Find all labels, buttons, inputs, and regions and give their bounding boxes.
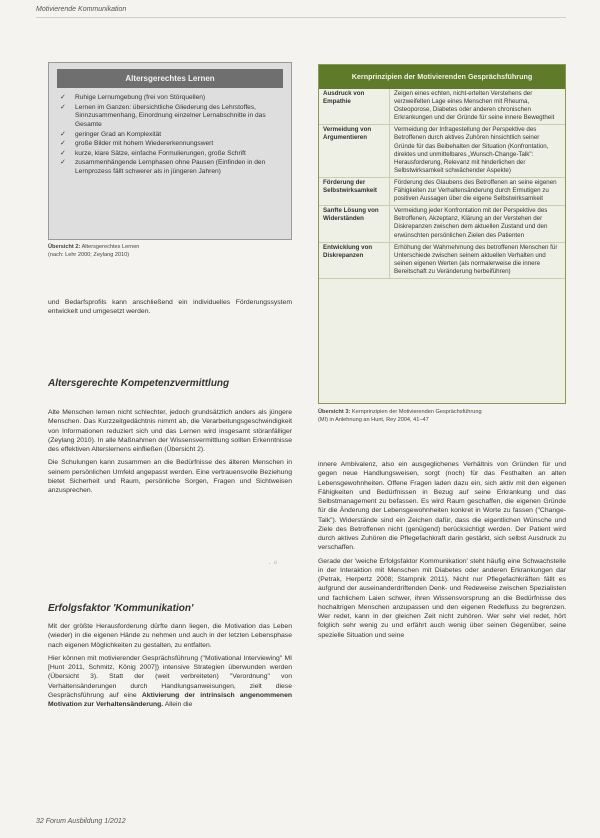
checkmark-icon: ✓ — [60, 140, 66, 148]
table-row — [319, 177, 565, 205]
principle-name: Entwicklung von Diskrepanzen — [319, 242, 390, 278]
table-row — [319, 242, 565, 278]
list-item: ✓ geringer Grad an Komplexität — [60, 130, 162, 138]
overview-box-2-title: Altersgerechtes Lernen — [57, 69, 283, 88]
checkmark-icon: ✓ — [60, 103, 66, 111]
checkmark-icon: ✓ — [60, 94, 66, 101]
principle-name: Ausdruck von Empathie — [319, 89, 390, 125]
principle-name: Förderung der Selbstwirksamkeit — [319, 177, 390, 205]
caption-text: Kernprinzipien der Motivierenden Gesprächsführung — [351, 409, 482, 415]
checkmark-icon: ✓ — [60, 149, 66, 157]
paragraph: und Bedarfsprofils kann anschließend ein individuelles Förderungssystem entwickelt und umgesetzt werden. — [48, 299, 292, 316]
paragraph: Die Schulungen kann zusammen an die Bedürfnisse des älteren Menschen in seinem persönlichen Umfeld angepasst werden. Eine vertrauensvolle Beziehung bietet Sicherheit und Raum, persönliche Sorgen, Fragen und Sichtweisen anzusprechen. — [48, 459, 292, 494]
section-heading: Altersgerechte Kompetenzvermittlung — [48, 378, 230, 389]
overview-box-3 — [318, 64, 566, 404]
emphasis: Aktivierung der intrinsisch angenommenen Motivation zur Verhaltensänderung. — [48, 691, 293, 708]
decorative-mark: · ⁸ — [268, 558, 278, 568]
principle-description: Förderung des Glaubens des Betroffenen an seine eigenen Fähigkeiten zur Verhaltensänderung durch Ermutigen zu positiven Aussagen über die eigene Selbstwirksamkeit — [390, 177, 566, 205]
list-item: ✓ Lernen im Ganzen: übersichtliche Gliederung des Lehrstoffes, Sinnzusammenhang, Einordnung einzelner Lernabschnitte in das Gesamte — [60, 103, 266, 129]
principle-description: Vermeidung der Infragestellung der Perspektive des Betroffenen durch aktives Zuhören hinsichtlich seiner Gründe für das Beibehalten der Situation (Konfrontation, direktes und unmittelbares „Wunsch-Change-Talk": Herausforderung, Relevanz mit hinderlichen der Selbstwirksamkeit schwächender Aspekte) — [390, 125, 566, 178]
running-head: Motivierende Kommunikation — [36, 6, 127, 13]
table-row — [319, 125, 565, 178]
overview-box-3-title: Kernprinzipien der Motivierenden Gesprächsführung — [319, 65, 565, 89]
section-heading: Erfolgsfaktor 'Kommunikation' — [48, 603, 194, 614]
caption-source: (nach: Lehr 2000; Zeylang 2010) — [48, 251, 130, 258]
table-row — [319, 89, 565, 125]
principle-description: Vermeidung jeder Konfrontation mit der Perspektive des Betroffenen, Akzeptanz, Klärung an der Verstehen der Diskrepanzen zwischen dem aktuellen Zustand und den erwünschten persönlichen Zielen des Patienten — [390, 206, 566, 242]
list-item: ✓ Ruhige Lernumgebung (frei von Störquellen) — [60, 94, 206, 101]
paragraph: innere Ambivalenz, also ein ausgeglichenes Verhältnis von Gründen für und gegen neue Handlungsweisen, sorgt (noch) für das Festhalten an alten Lebensgewohnheiten. Offene Fragen laden dazu ein, sich aktiv mit den eigenen Fähigkeiten und Bedürfnissen in Bezug auf seine Erkrankung und das Selbstmanagement zu befassen. Es wird Raum geschaffen, die eigenen Gründe für die Änderung der Lebensgewohnheiten konkret in Worte zu fassen ("Change-Talk"). Widerstände sind ein Zeichen dafür, dass die eigentlichen Wünsche und Ziele des Betroffenen nicht (genügend) berücksichtigt werden. Der Patient wird durch aktives Zuhören die Pflegefachkraft darin gestärkt, sich selbst Ausdruck zu verschaffen. — [318, 461, 566, 552]
page-footer: 32 Forum Ausbildung 1/2012 — [36, 818, 126, 825]
principle-name: Vermeidung von Argumentieren — [319, 125, 390, 178]
right-column-body — [318, 460, 566, 644]
checkmark-icon: ✓ — [60, 130, 66, 138]
overview-box-2-caption — [48, 244, 298, 259]
paragraph: Alte Menschen lernen nicht schlechter, jedoch grundsätzlich anders als jüngere Menschen. Das Kurzzeitgedächtnis nimmt ab, die Verarbeitungsgeschwindigkeit von Informationen reduziert sich und das Lernen wird insgesamt störanfälliger (Zeylang 2010). In alle Maßnahmen der Wissensvermittlung sollten Erkenntnisse des effektiven Alterslernens einfließen (Übersicht 2). — [48, 409, 292, 453]
caption-text: Altersgerechtes Lernen — [81, 244, 140, 250]
caption-source: (MI) in Anlehnung an Hunt, Rey 2004, 41–47 — [318, 416, 429, 423]
paragraph: Gerade der 'weiche Erfolgsfaktor Kommunikation' steht häufig eine Schwachstelle in der Interaktion mit Menschen mit Diabetes oder anderen Erkrankungen dar (Petrak, Herpertz 2008; Stampnik 2011). Nicht nur Pflegefachkräften fällt es aufgrund der auseinanderdriftenden Denk- und Redeweise zwischen Spezialisten und fachlichem Laien schwer, ihren Wissensvorsprung an die Bedürfnisse des hochaltrigen Menschen anzupassen und den eigenen Redefluss zu begrenzen. Wer redet, kann in der gleichen Zeit nicht zuhören. Wer sehr viel redet, hört folglich sehr wenig zu und erfährt auch wenig über seinen Gegenüber, seine spezielle Situation und seine — [318, 557, 566, 639]
overview-box-3-caption — [318, 409, 568, 424]
header-rule — [36, 17, 566, 18]
caption-label: Übersicht 2: — [48, 244, 81, 250]
principle-description: Erhöhung der Wahrnehmung des betroffenen Menschen für Unterschiede zwischen seinem aktuellen Verhalten und seinen eigenen Werten (als normalerweise die innere Bereitschaft zu Veränderung herbeiführen) — [390, 242, 566, 278]
list-item: ✓ kurze, klare Sätze, einfache Formulierungen, große Schrift — [60, 149, 246, 157]
checkmark-icon: ✓ — [60, 159, 66, 167]
principles-table — [319, 89, 565, 279]
principle-description: Zeigen eines echten, nicht-ertelten Verstehens der verzweifelten Lage eines Menschen mit Rheuma, Osteoporose, Diabetes oder anderen chronischen Erkrankungen und der Gründe für seine innere Bewegtheit — [390, 89, 566, 125]
paragraph: Hier können mit motivierender Gesprächsführung ("Motivational Interviewing" MI [Hunt 2011, Schmitz, König 2007]) intensive Strategien überwunden werden (Übersicht 3). Statt der (weit verbreiteten) "Verordnung" von Verhaltensänderungen durch Handlungsanweisungen, zielt diese Gesprächsführung auf eine Aktivierung der intrinsisch angenommenen Motivation zur Verhaltensänderung. Allein die — [48, 654, 293, 708]
table-row — [319, 206, 565, 242]
overview-box-2-list — [49, 94, 291, 177]
list-item: ✓ große Bilder mit hohem Wiedererkennungswert — [60, 140, 214, 148]
overview-box-2 — [48, 62, 292, 240]
list-item: ✓ zusammenhängende Lernphasen ohne Pausen (Einfinden in den Lernprozess fällt schwerer als in jüngeren Jahren) — [60, 159, 266, 176]
caption-label: Übersicht 3: — [318, 409, 351, 415]
section-2-body — [48, 622, 292, 713]
paragraph: Mit der größte Herausforderung dürfte dann liegen, die Motivation das Leben (wieder) in die eigenen Hände zu nehmen und auch in der letzten Lebensphase nach eigenen Möglichkeiten zu gestalten, zu entfalten. — [48, 623, 292, 649]
section-1-body — [48, 408, 292, 499]
principle-name: Sanfte Lösung von Widerständen — [319, 206, 390, 242]
